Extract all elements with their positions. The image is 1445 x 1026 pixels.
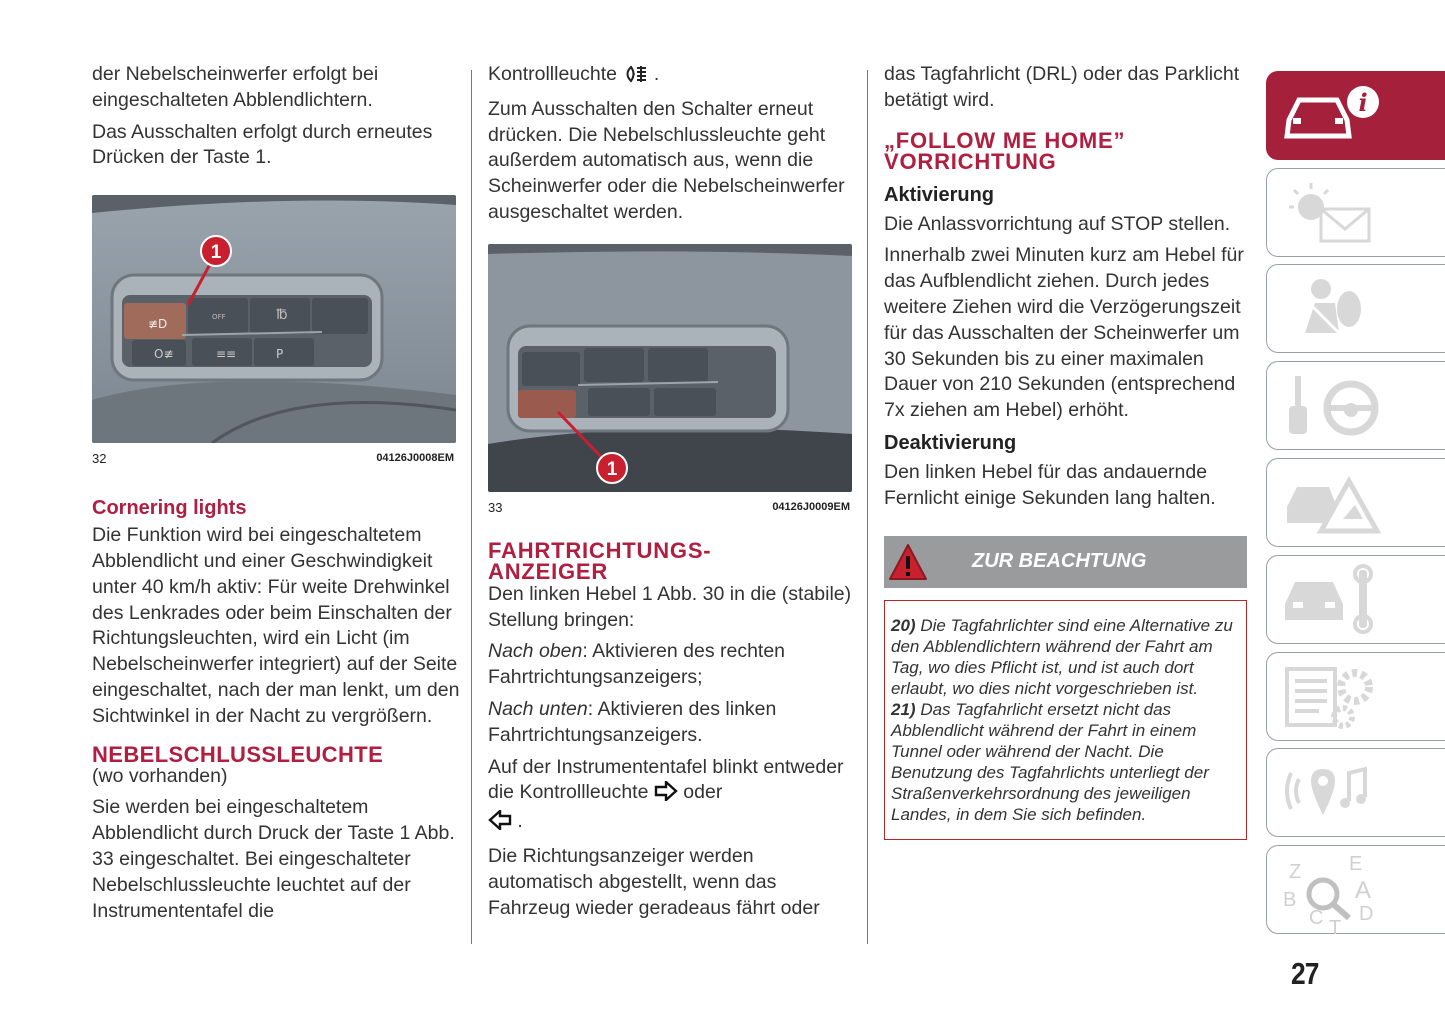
heading-line: VORRICHTUNG	[884, 148, 1057, 174]
callout-number: 1	[606, 458, 618, 480]
paragraph: der Nebelscheinwerfer erfolgt bei eingeschalteten Abblendlichtern.	[92, 63, 379, 111]
paragraph: Zum Ausschalten den Schalter erneut drücken. Die Nebelschlussleuchte geht außerdem automatisch aus, wenn die Scheinwerfer oder die Nebelscheinwerfer ausgeschaltet werden.	[488, 97, 845, 223]
section-heading: NEBELSCHLUSSLEUCHTE	[92, 741, 384, 767]
note-number: 21)	[891, 699, 916, 719]
paragraph: Die Anlassvorrichtung auf STOP stellen.	[884, 212, 1231, 235]
figure-caption	[488, 500, 852, 522]
text: Auf der Instrumententafel blinkt entweder die Kontrollleuchte	[488, 755, 844, 804]
index-letter: T	[1329, 917, 1342, 934]
figure-number: 32	[92, 451, 107, 467]
warning-triangle-icon	[888, 542, 928, 587]
note-number: 20)	[891, 615, 916, 635]
text: .	[517, 810, 523, 833]
index-letter: A	[1355, 877, 1372, 904]
paragraph: Innerhalb zwei Minuten kurz am Hebel für das Aufblendlicht ziehen. Durch jedes weitere Ziehen wird die Verzögerungszeit für das Ausschalten der Scheinwerfer um 30 Sekunden bis zu einer maximalen Dauer von 210 Sekunden (entsprechend 7x ziehen am Hebel) erhöht.	[884, 244, 1244, 422]
note-text: Die Tagfahrlichter sind eine Alternative zu den Abblendlichtern während der Fahrt am Tag, wo dies Pflicht ist, und ist auch dort erlaubt, wo dies nicht vorgeschrieben ist.	[891, 615, 1233, 698]
text: Kontrollleuchte	[488, 63, 617, 85]
paragraph: Den linken Hebel 1 Abb. 30 in die (stabile) Stellung bringen:	[488, 582, 852, 631]
note-text: Das Tagfahrlicht ersetzt nicht das Abblendlicht während der Fahrt in einem Tunnel oder während der Nacht. Die Benutzung des Tagfahrlichts unterliegt der Straßenverkehrsordnung des jeweiligen Landes, in dem Sie sich befinden.	[891, 699, 1209, 824]
text: oder	[683, 781, 723, 804]
figure-code: 04126J0009EM	[772, 500, 850, 513]
warning-title: ZUR BEACHTUNG	[972, 549, 1147, 572]
text: .	[653, 63, 660, 85]
tab-emergency[interactable]	[1266, 458, 1445, 547]
heading-line: FAHRTRICHTUNGS-	[488, 537, 712, 563]
page-number: 27	[1291, 956, 1319, 991]
paragraph: Den linken Hebel für das andauernde Fernlicht einige Sekunden lang halten.	[884, 460, 1216, 509]
section-heading	[488, 537, 853, 584]
svg-text:i: i	[1358, 88, 1368, 117]
paragraph: (wo vorhanden)	[92, 764, 228, 787]
column-3	[884, 62, 1248, 840]
figure-33-image	[488, 244, 852, 492]
button-label: ℔	[276, 307, 288, 324]
tab-car-info[interactable]	[1266, 71, 1445, 160]
column-divider	[471, 70, 472, 944]
index-letter: E	[1349, 854, 1363, 875]
paragraph: Das Ausschalten erfolgt durch erneutes Drücken der Taste 1.	[92, 120, 433, 169]
paragraph: das Tagfahrlicht (DRL) oder das Parklicht betätigt wird.	[884, 63, 1240, 111]
text: Nach oben	[488, 640, 583, 663]
subheading: Aktivierung	[884, 183, 995, 206]
text: Nach unten	[488, 697, 588, 720]
paragraph: Sie werden bei eingeschaltetem Abblendlicht durch Druck der Taste 1 Abb. 33 eingeschaltet. Bei eingeschalteter Nebelschlussleuchte leuchtet auf der Instrumententafel die	[92, 796, 455, 922]
tab-service[interactable]	[1266, 555, 1445, 644]
callout-number: 1	[210, 242, 222, 264]
text: : Aktivieren des linken Fahrtrichtungsanzeigers.	[488, 697, 777, 746]
button-label: P	[276, 347, 284, 362]
figure-32-image	[92, 195, 456, 443]
paragraph	[488, 755, 853, 838]
section-heading	[884, 127, 1248, 174]
column-divider	[867, 70, 868, 944]
right-turn-arrow-icon	[654, 781, 678, 809]
warning-notes	[884, 600, 1247, 840]
button-label: O≢	[154, 347, 174, 362]
index-letter: Z	[1289, 861, 1302, 883]
paragraph	[488, 697, 853, 749]
paragraph: Die Funktion wird bei eingeschaltetem Abblendlicht und einer Geschwindigkeit unter 40 km/h aktiv: Für weite Drehwinkel des Lenkrades oder beim Einschalten der Richtungsleuchten, wird ein Licht (im Nebelscheinwerfer integriert) auf der Seite eingeschaltet, nach der man lenkt, um den Sichtwinkel in der Nacht zu vergrößern.	[92, 524, 460, 727]
index-letter: D	[1359, 903, 1374, 925]
text: : Aktivieren des rechten Fahrtrichtungsanzeigers;	[488, 640, 786, 689]
paragraph	[488, 62, 853, 91]
button-label: ≡≡	[216, 347, 237, 362]
fog-light-button-label: ≢D	[148, 317, 168, 332]
tab-index[interactable]	[1266, 845, 1445, 934]
heading-line: ANZEIGER	[488, 558, 609, 584]
subheading: Deaktivierung	[884, 431, 1017, 454]
index-letter: C	[1309, 907, 1324, 929]
column-2	[488, 62, 853, 927]
warning-banner	[884, 536, 1247, 588]
left-turn-arrow-icon	[488, 810, 512, 838]
column-1	[92, 62, 460, 930]
tab-multimedia[interactable]	[1266, 748, 1445, 837]
figure-number: 33	[488, 499, 503, 515]
index-letter: B	[1283, 889, 1297, 911]
tab-warning-lights[interactable]	[1266, 168, 1445, 257]
figure-code: 04126J0008EM	[376, 452, 454, 465]
heading-line: „FOLLOW ME HOME”	[884, 127, 1126, 153]
paragraph	[488, 639, 853, 691]
note	[891, 699, 1238, 825]
paragraph: Die Richtungsanzeiger werden automatisch abgestellt, wenn das Fahrzeug wieder geradeaus fährt oder	[488, 844, 820, 919]
button-label: OFF	[212, 313, 226, 322]
tab-technical-data[interactable]	[1266, 652, 1445, 741]
rear-fog-light-icon	[622, 65, 648, 91]
tab-safety[interactable]	[1266, 264, 1445, 353]
section-heading: Cornering lights	[92, 497, 247, 520]
note	[891, 615, 1238, 699]
tab-starting-driving[interactable]	[1266, 361, 1445, 450]
figure-caption	[92, 451, 456, 473]
